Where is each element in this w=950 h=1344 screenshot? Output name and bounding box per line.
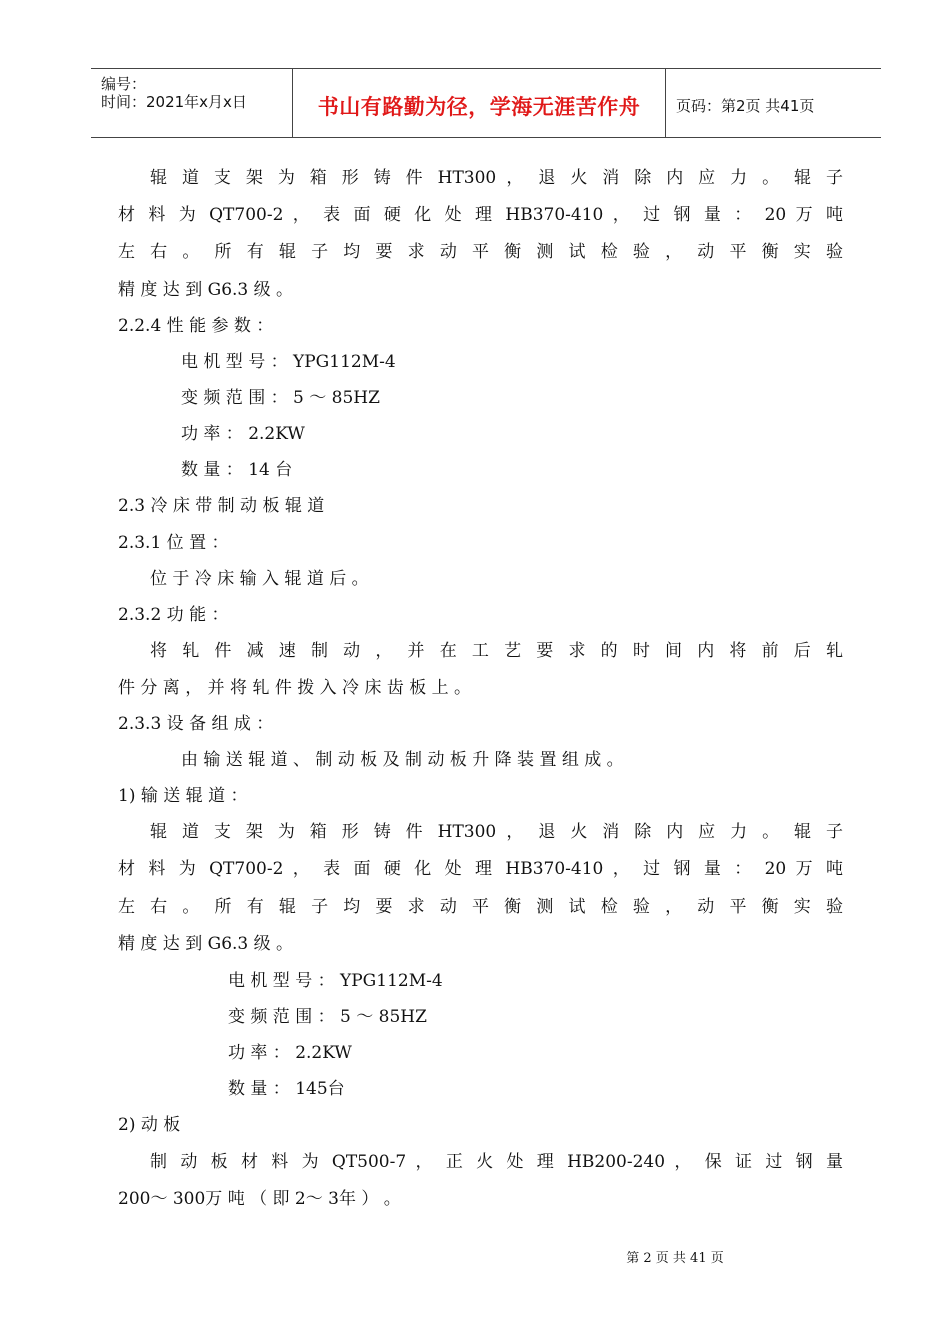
section-heading: 2.3 冷 床 带 制 动 板 辊 道	[118, 496, 325, 516]
paragraph-line: 精 度 达 到 G6.3 级 。	[118, 280, 294, 300]
header-motto-cell	[293, 69, 666, 137]
spec-line: 数 量 ： 14 台	[181, 460, 293, 480]
section-heading: 2.3.2 功 能 ：	[118, 605, 229, 625]
footer-page-number: 第 2 页 共 41 页	[626, 1251, 724, 1266]
paragraph-line: 左 右 。 所 有 辊 子 均 要 求 动 平 衡 测 试 检 验 ， 动 平 衡 实 验	[118, 242, 843, 262]
document-number-label: 编号：	[101, 75, 147, 93]
page-footer	[0, 1247, 950, 1266]
section-heading: 2.2.4 性 能 参 数 ：	[118, 316, 274, 336]
paragraph-line: 辊 道 支 架 为 箱 形 铸 件 HT300 ， 退 火 消 除 内 应 力 。 辊 子	[150, 822, 843, 842]
spec-line: 功 率 ： 2.2KW	[228, 1043, 352, 1063]
header-page-cell	[666, 69, 881, 137]
list-heading: 1) 输 送 辊 道 ：	[118, 786, 248, 806]
header-meta-cell	[91, 69, 293, 137]
section-heading: 2.3.3 设 备 组 成 ：	[118, 714, 274, 734]
paragraph-line: 200～ 300万 吨 （ 即 2～ 3年 ） 。	[118, 1189, 401, 1209]
paragraph-line: 精 度 达 到 G6.3 级 。	[118, 934, 294, 954]
paragraph-line: 材 料 为 QT700-2 ， 表 面 硬 化 处 理 HB370-410 ， 过 钢 量 ： 20 万 吨	[118, 859, 843, 879]
paragraph-line: 将 轧 件 减 速 制 动 ， 并 在 工 艺 要 求 的 时 间 内 将 前 后 轧	[150, 641, 843, 661]
paragraph-line: 件 分 离 ， 并 将 轧 件 拨 入 冷 床 齿 板 上 。	[118, 678, 472, 698]
header-page-number: 页码：第2页 共41页	[676, 97, 815, 115]
spec-line: 变 频 范 围 ： 5 ～ 85HZ	[181, 388, 380, 408]
list-heading: 2) 动 板	[118, 1115, 181, 1135]
paragraph-line: 制 动 板 材 料 为 QT500-7 ， 正 火 处 理 HB200-240 ， 保 证 过 钢 量	[150, 1152, 843, 1172]
spec-line: 电 机 型 号 ： YPG112M-4	[181, 352, 396, 372]
document-time-label: 时间：2021年x月x日	[101, 93, 247, 111]
spec-line: 数 量 ： 145台	[228, 1079, 345, 1099]
section-heading: 2.3.1 位 置 ：	[118, 533, 229, 553]
paragraph-line: 材 料 为 QT700-2 ， 表 面 硬 化 处 理 HB370-410 ， 过 钢 量 ： 20 万 吨	[118, 205, 843, 225]
paragraph-line: 左 右 。 所 有 辊 子 均 要 求 动 平 衡 测 试 检 验 ， 动 平 衡 实 验	[118, 897, 843, 917]
paragraph-line: 位 于 冷 床 输 入 辊 道 后 。	[150, 569, 369, 589]
paragraph-line: 辊 道 支 架 为 箱 形 铸 件 HT300 ， 退 火 消 除 内 应 力 。 辊 子	[150, 168, 843, 188]
page-header	[91, 68, 881, 138]
paragraph-line: 由 输 送 辊 道 、 制 动 板 及 制 动 板 升 降 装 置 组 成 。	[181, 750, 624, 770]
header-motto: 书山有路勤为径，学海无涯苦作舟	[317, 95, 641, 119]
spec-line: 功 率 ： 2.2KW	[181, 424, 305, 444]
spec-line: 电 机 型 号 ： YPG112M-4	[228, 971, 443, 991]
spec-line: 变 频 范 围 ： 5 ～ 85HZ	[228, 1007, 427, 1027]
